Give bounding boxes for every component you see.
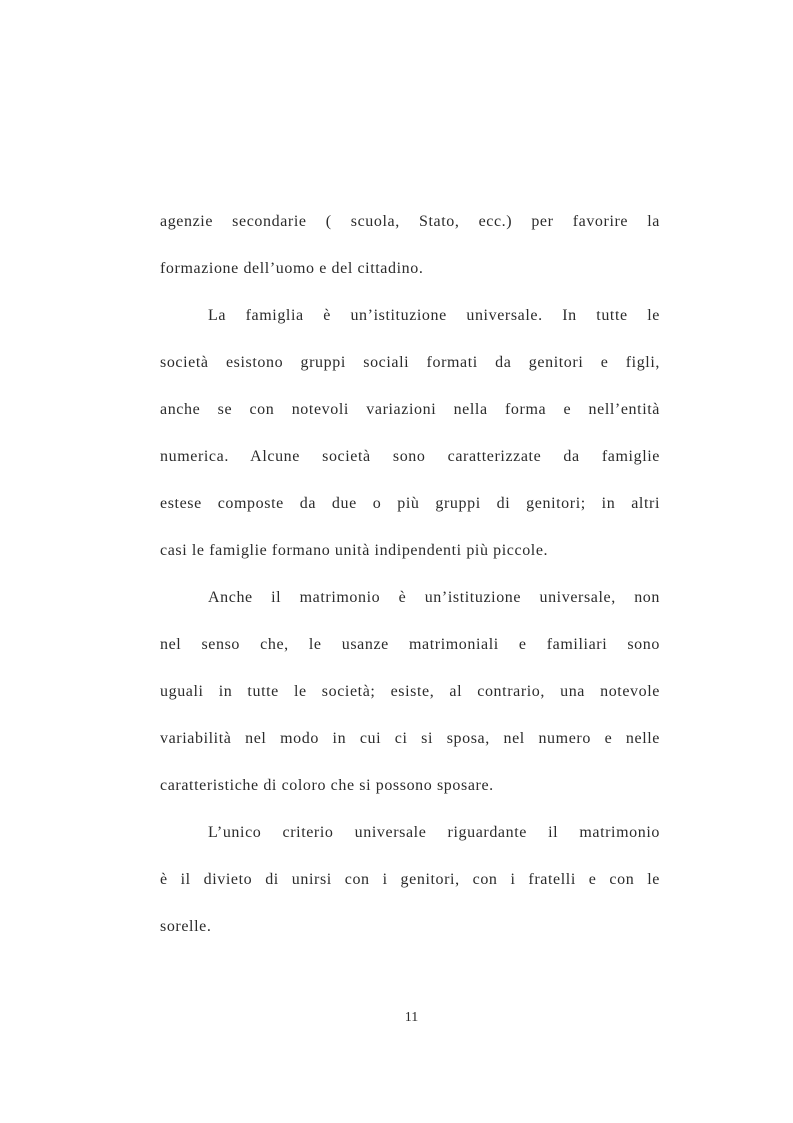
text-line: casi le famiglie formano unità indipendenti più piccole.	[160, 542, 549, 559]
text-line: L’unico criterio universale riguardante il matrimonio	[208, 824, 660, 841]
text-line: Anche il matrimonio è un’istituzione universale, non	[208, 589, 660, 606]
text-line: estese composte da due o più gruppi di genitori; in altri	[160, 495, 660, 512]
text-line: è il divieto di unirsi con i genitori, con i fratelli e con le	[160, 871, 660, 888]
text-line: uguali in tutte le società; esiste, al contrario, una notevole	[160, 683, 660, 700]
text-line: variabilità nel modo in cui ci si sposa, nel numero e nelle	[160, 730, 660, 747]
text-line: società esistono gruppi sociali formati da genitori e figli,	[160, 354, 660, 371]
text-line: agenzie secondarie ( scuola, Stato, ecc.) per favorire la	[160, 213, 660, 230]
text-line: La famiglia è un’istituzione universale. In tutte le	[208, 307, 660, 324]
page-number: 11	[404, 1010, 419, 1025]
text-line: anche se con notevoli variazioni nella forma e nell’entità	[160, 401, 660, 418]
text-line: nel senso che, le usanze matrimoniali e familiari sono	[160, 636, 660, 653]
text-line: formazione dell’uomo e del cittadino.	[160, 260, 424, 277]
text-line: numerica. Alcune società sono caratterizzate da famiglie	[160, 448, 660, 465]
text-line: caratteristiche di coloro che si possono sposare.	[160, 777, 494, 794]
body-text	[160, 204, 660, 956]
text-line: sorelle.	[160, 918, 212, 935]
